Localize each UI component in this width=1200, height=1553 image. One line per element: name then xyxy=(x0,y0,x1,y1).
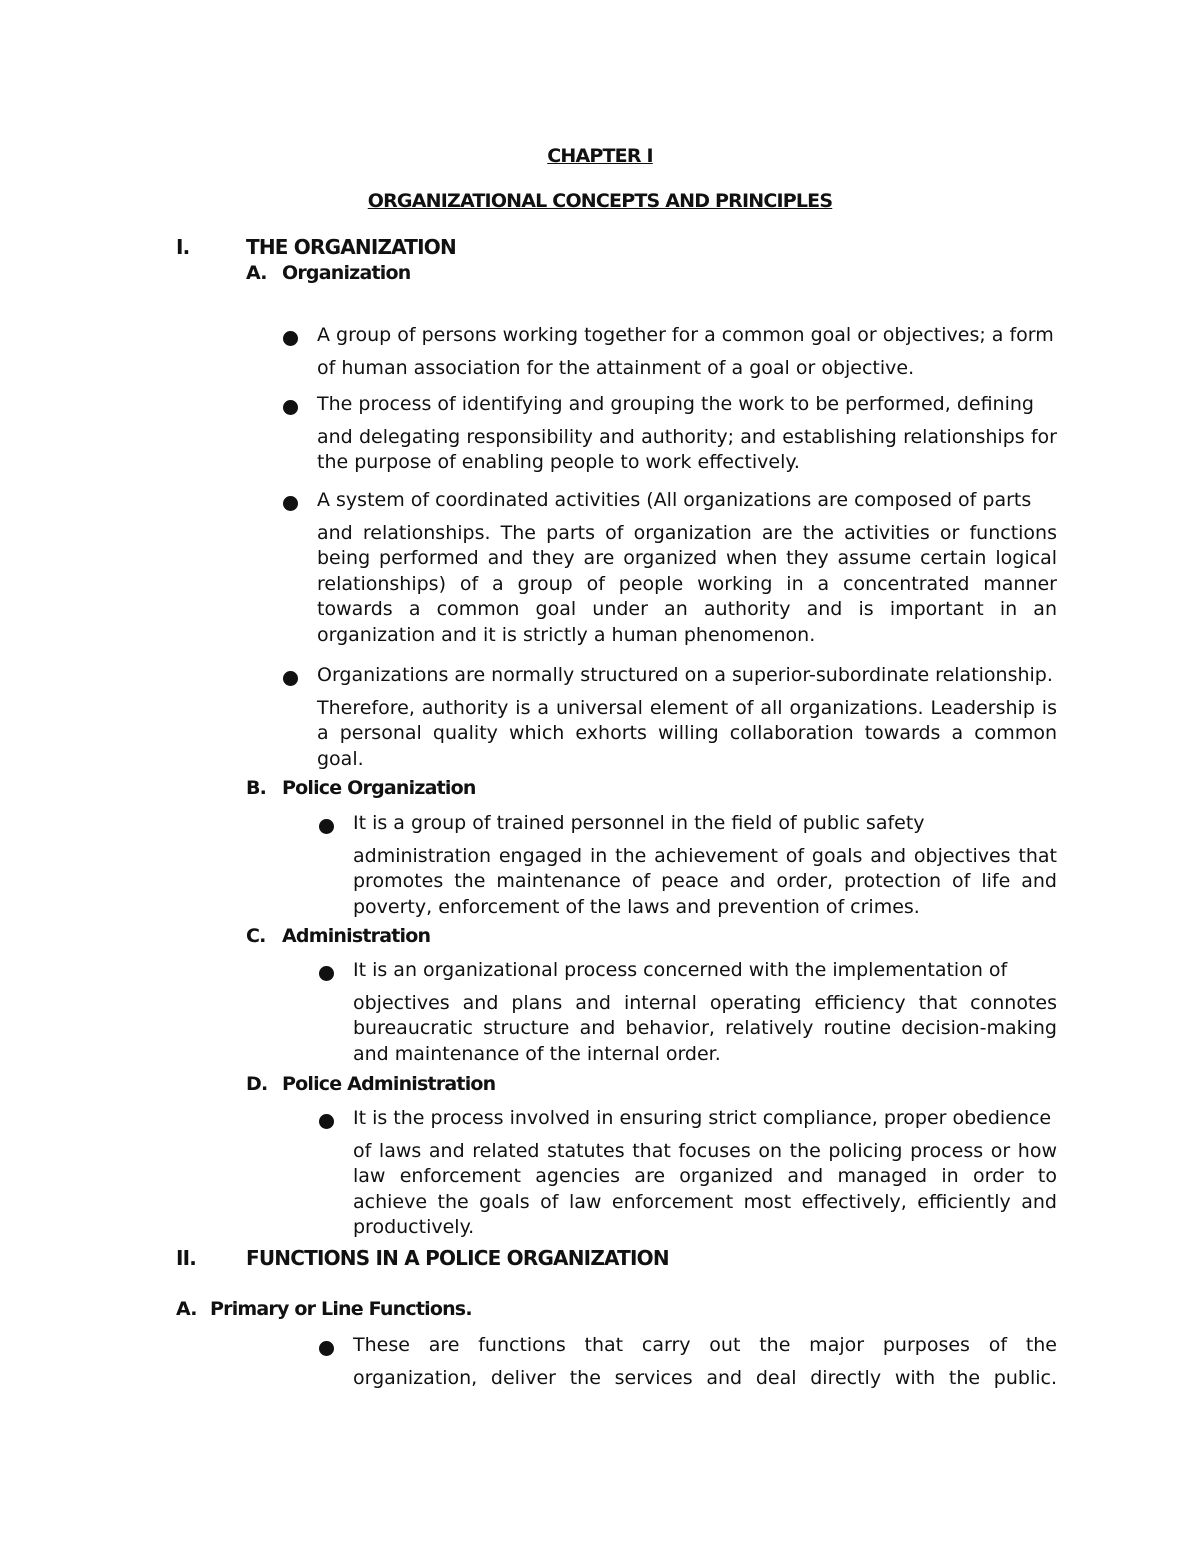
bullet-first-line: Organizations are normally structured on a superior-subordinate relationship. xyxy=(317,664,1053,686)
bullet-paragraph xyxy=(317,488,1057,649)
bullet-paragraph xyxy=(353,1106,1057,1241)
subsection-letter: A. xyxy=(176,1298,197,1320)
bullet-icon xyxy=(319,819,334,834)
bullet-icon xyxy=(319,966,334,981)
bullet-continuation: Therefore, authority is a universal element of all organizations. Leadership is a personal quality which exhorts willing collaboration towards a common goal. xyxy=(317,696,1057,770)
bullet-continuation: of laws and related statutes that focuses on the policing process or how law enforcement agencies are organized and managed in order to achieve the goals of law enforcement most effectively, efficiently and productively. xyxy=(353,1139,1057,1239)
bullet-first-line: It is a group of trained personnel in the field of public safety xyxy=(353,812,925,834)
bullet-continuation: and relationships. The parts of organization are the activities or functions being performed and they are organized when they assume certain logical relationships) of a group of people working in a concentrated manner towards a common goal under an authority and is important in an organization and it is strictly a human phenomenon. xyxy=(317,521,1057,646)
bullet-paragraph xyxy=(317,663,1057,772)
bullet-first-line: A group of persons working together for a common goal or objectives; a form xyxy=(317,324,1054,346)
bullet-first-line: It is an organizational process concerned with the implementation of xyxy=(353,959,1008,981)
bullet-first-line: These are functions that carry out the major purposes of the xyxy=(353,1334,1057,1356)
subsection-letter: D. xyxy=(246,1073,268,1095)
section-title: FUNCTIONS IN A POLICE ORGANIZATION xyxy=(246,1246,669,1270)
chapter-title: ORGANIZATIONAL CONCEPTS AND PRINCIPLES xyxy=(367,190,833,212)
bullet-icon xyxy=(283,496,298,511)
subsection-title: Primary or Line Functions. xyxy=(210,1298,472,1320)
subsection-letter: C. xyxy=(246,925,266,947)
bullet-first-line: The process of identifying and grouping the work to be performed, defining xyxy=(317,393,1034,415)
bullet-paragraph xyxy=(353,811,1057,920)
bullet-continuation: administration engaged in the achievement of goals and objectives that promotes the maintenance of peace and order, protection of life and poverty, enforcement of the laws and prevention of crimes. xyxy=(353,844,1057,918)
bullet-continuation: of human association for the attainment of a goal or objective. xyxy=(317,356,915,379)
bullet-paragraph xyxy=(353,958,1057,1067)
bullet-icon xyxy=(283,400,298,415)
bullet-first-line: It is the process involved in ensuring strict compliance, proper obedience xyxy=(353,1107,1052,1129)
subsection-letter: A. xyxy=(246,262,267,284)
bullet-paragraph xyxy=(317,392,1057,476)
bullet-paragraph xyxy=(353,1333,1057,1391)
section-numeral: II. xyxy=(176,1246,197,1270)
bullet-icon xyxy=(283,671,298,686)
bullet-icon xyxy=(319,1341,334,1356)
subsection-title: Police Organization xyxy=(282,777,476,799)
section-numeral: I. xyxy=(176,235,190,259)
bullet-paragraph xyxy=(317,323,1057,381)
bullet-icon xyxy=(319,1114,334,1129)
chapter-heading: CHAPTER I xyxy=(547,145,653,167)
bullet-continuation: objectives and plans and internal operating efficiency that connotes bureaucratic structure and behavior, relatively routine decision-making and maintenance of the internal order. xyxy=(353,991,1057,1065)
subsection-title: Organization xyxy=(282,262,411,284)
section-title: THE ORGANIZATION xyxy=(246,235,456,259)
subsection-title: Police Administration xyxy=(282,1073,496,1095)
bullet-icon xyxy=(283,331,298,346)
bullet-first-line: A system of coordinated activities (All organizations are composed of parts xyxy=(317,489,1032,511)
bullet-continuation: organization, deliver the services and deal directly with the public. xyxy=(353,1366,1057,1389)
subsection-title: Administration xyxy=(282,925,431,947)
bullet-continuation: and delegating responsibility and authority; and establishing relationships for the purpose of enabling people to work effectively. xyxy=(317,425,1057,474)
subsection-letter: B. xyxy=(246,777,267,799)
